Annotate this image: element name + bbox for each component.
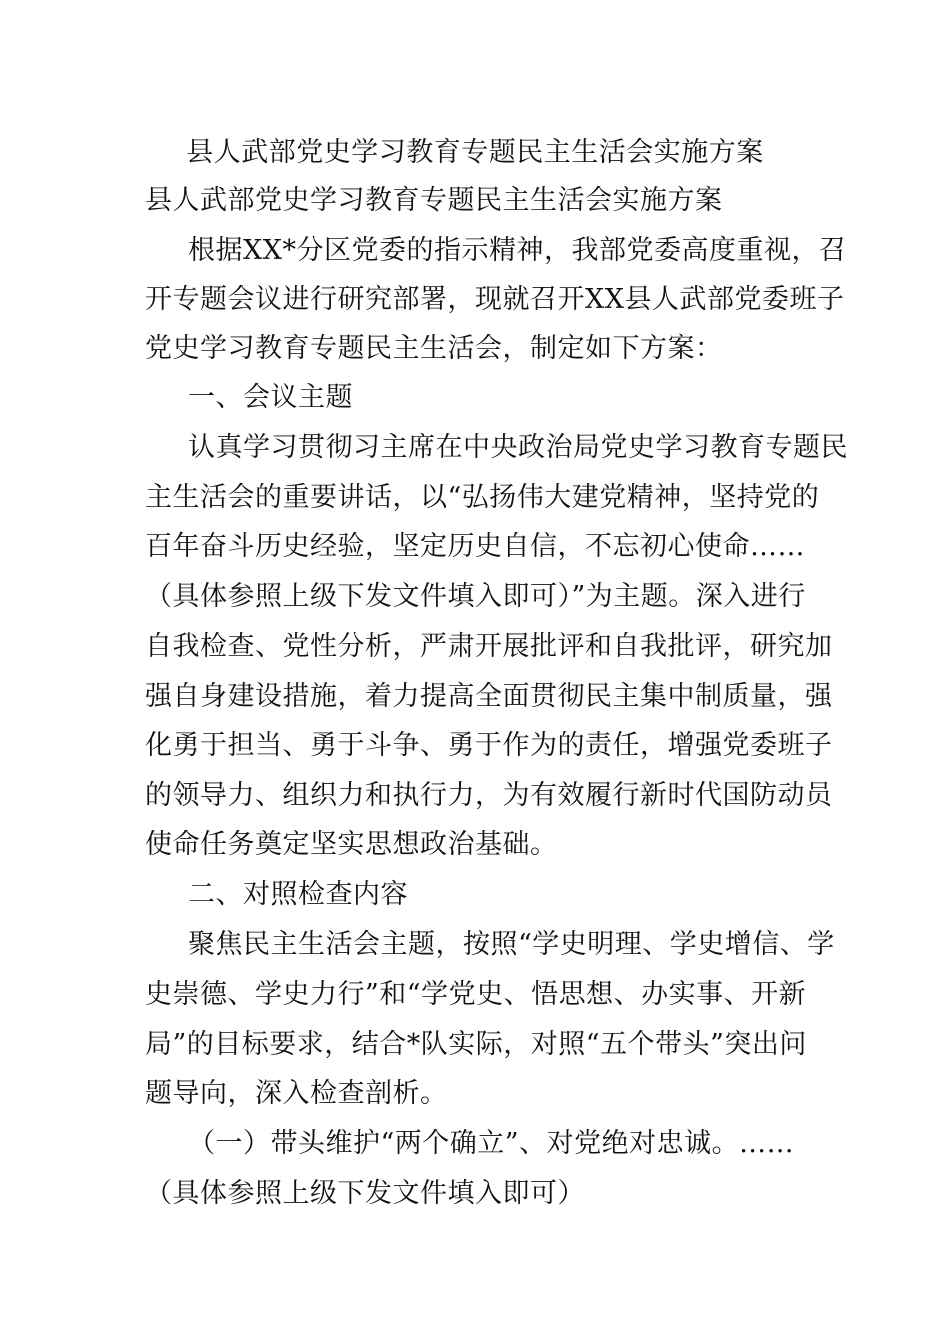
section-heading: 二、对照检查内容 <box>188 879 408 910</box>
document-title: 县人武部党史学习教育专题民主生活会实施方案 <box>186 137 764 168</box>
paragraph-line: 开专题会议进行研究部署，现就召开XX县人武部党委班子 <box>145 284 845 315</box>
paragraph-line: 党史学习教育专题民主生活会，制定如下方案： <box>145 333 723 364</box>
paragraph-line: 使命任务奠定坚实思想政治基础。 <box>145 829 558 860</box>
paragraph-line: 认真学习贯彻习主席在中央政治局党史学习教育专题民 <box>188 432 848 463</box>
paragraph-line: 强自身建设措施，着力提高全面贯彻民主集中制质量，强 <box>145 681 833 712</box>
paragraph-line: 局”的目标要求，结合*队实际，对照“五个带头”突出问 <box>145 1029 807 1060</box>
paragraph-line: （具体参照上级下发文件填入即可）”为主题。深入进行 <box>145 581 806 612</box>
document-subtitle: 县人武部党史学习教育专题民主生活会实施方案 <box>145 185 723 216</box>
paragraph-line: 根据XX*分区党委的指示精神，我部党委高度重视，召 <box>188 235 847 266</box>
section-heading: 一、会议主题 <box>188 382 353 413</box>
paragraph-line: （具体参照上级下发文件填入即可） <box>145 1178 585 1209</box>
paragraph-line: 史崇德、学史力行”和“学党史、悟思想、办实事、开新 <box>145 979 807 1010</box>
paragraph-line: 题导向，深入检查剖析。 <box>145 1078 448 1109</box>
paragraph-line: 聚焦民主生活会主题，按照“学史明理、学史增信、学 <box>188 929 835 960</box>
paragraph-line: 百年奋斗历史经验，坚定历史自信，不忘初心使命…… <box>145 531 805 562</box>
paragraph-line: 自我检查、党性分析，严肃开展批评和自我批评，研究加 <box>145 631 833 662</box>
paragraph-line: 化勇于担当、勇于斗争、勇于作为的责任，增强党委班子 <box>145 730 833 761</box>
subsection-heading: （一）带头维护“两个确立”、对党绝对忠诚。…… <box>188 1128 795 1159</box>
paragraph-line: 的领导力、组织力和执行力，为有效履行新时代国防动员 <box>145 780 833 811</box>
paragraph-line: 主生活会的重要讲话，以“弘扬伟大建党精神，坚持党的 <box>145 482 820 513</box>
